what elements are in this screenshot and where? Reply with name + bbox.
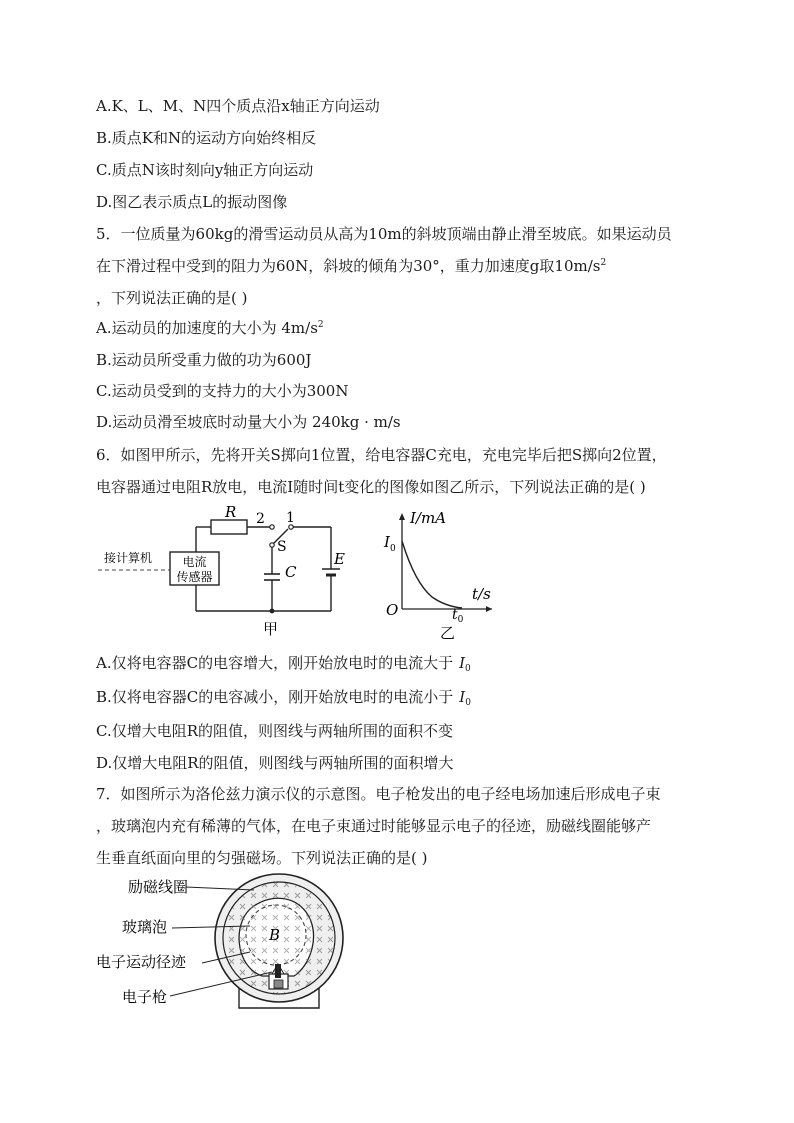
q5-stem-line3: ，下列说法正确的是( ) (96, 289, 248, 307)
gun-label: 电子枪 (122, 988, 168, 1006)
label-R: R (225, 503, 237, 521)
q5-option-b: B.运动员所受重力做的功为600J (96, 351, 312, 369)
q4-option-b: B.质点K和N的运动方向始终相反 (96, 129, 317, 147)
label-1: 1 (286, 510, 295, 526)
q5-stem-line1: 5．一位质量为60kg的滑雪运动员从高为10m的斜坡顶端由静止滑至坡底。如果运动员 (96, 225, 672, 243)
label-2: 2 (256, 511, 265, 527)
coil-label: 励磁线圈 (128, 878, 189, 896)
electron-gun-symbol (275, 964, 281, 978)
label-B: B (269, 926, 281, 944)
bulb-label: 玻璃泡 (122, 918, 168, 936)
q7-stem-line2: ，玻璃泡内充有稀薄的气体，在电子束通过时能够显示电子的径迹，励磁线圈能够产 (96, 817, 652, 835)
label-E: E (334, 550, 345, 568)
label-t0: $t_0$ (452, 607, 464, 625)
q4-option-c: C.质点N该时刻向y轴正方向运动 (96, 161, 314, 179)
q5-option-d: D.运动员滑至坡底时动量大小为 240kg · m/s (96, 413, 401, 431)
origin-label: O (386, 601, 399, 619)
circuit-diagram (96, 500, 366, 645)
q6-option-b: B.仅将电容器C的电容减小，刚开始放电时的电流小于 $I_0$ (96, 688, 471, 708)
q5-option-a: A.运动员的加速度的大小为 $4m/s^2$ (96, 319, 324, 337)
resistor-symbol (211, 520, 247, 534)
computer-label: 接计算机 (104, 551, 153, 565)
label-C: C (285, 563, 297, 581)
q5-option-c: C.运动员受到的支持力的大小为300N (96, 382, 349, 400)
discharge-curve (402, 541, 462, 608)
current-time-graph (380, 505, 500, 645)
q7-stem-line1: 7．如图所示为洛伦兹力演示仪的示意图。电子枪发出的电子经电场加速后形成电子束 (96, 785, 661, 803)
sensor-label-line1: 电流 (182, 555, 207, 569)
axis-x-label: t/s (472, 585, 491, 603)
label-S: S (277, 539, 287, 555)
caption-yi: 乙 (440, 624, 456, 642)
q5-stem-line2: 在下滑过程中受到的阻力为60N，斜坡的倾角为30°，重力加速度g取$10m/s^2$ (96, 257, 607, 275)
q6-option-d: D.仅增大电阻R的阻值，则图线与两轴所围的面积增大 (96, 754, 454, 772)
q6-stem-line2: 电容器通过电阻R放电，电流I随时间t变化的图像如图乙所示，下列说法正确的是( ) (96, 478, 646, 496)
axis-y-label: I/mA (410, 509, 447, 527)
q6-option-c: C.仅增大电阻R的阻值，则图线与两轴所围的面积不变 (96, 722, 454, 740)
q4-option-a: A.K、L、M、N四个质点沿x轴正方向运动 (96, 97, 380, 115)
q7-stem-line3: 生垂直纸面向里的匀强磁场。下列说法正确的是( ) (96, 849, 428, 867)
q4-option-d: D.图乙表示质点L的振动图像 (96, 193, 288, 211)
label-I0: $I_0$ (384, 533, 396, 554)
lorentz-demonstrator-diagram (94, 868, 374, 1018)
caption-jia: 甲 (263, 620, 279, 638)
path-label: 电子运动径迹 (96, 953, 187, 971)
q6-stem-line1: 6．如图甲所示，先将开关S掷向1位置，给电容器C充电，充电完毕后把S掷向2位置， (96, 446, 667, 464)
q6-option-a: A.仅将电容器C的电容增大，刚开始放电时的电流大于 $I_0$ (96, 654, 471, 674)
sensor-label-line2: 传感器 (176, 570, 213, 584)
